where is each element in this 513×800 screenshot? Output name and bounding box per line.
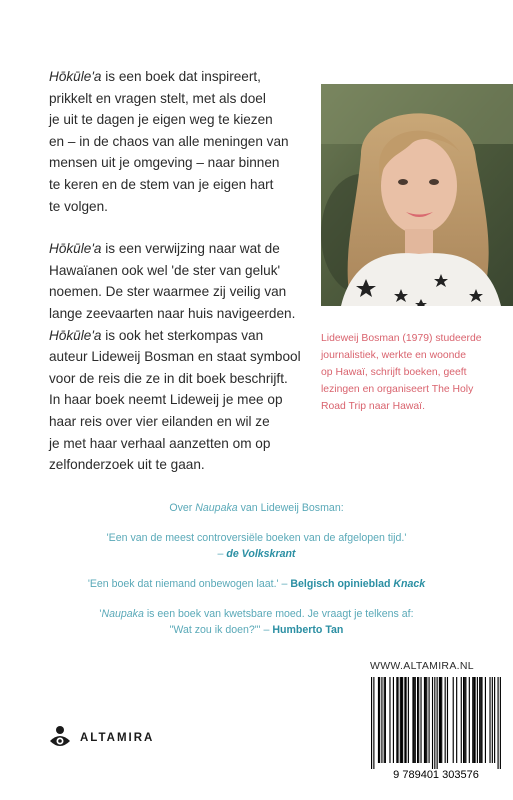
publisher-logo [49,725,154,751]
barcode-bar [412,677,413,763]
author-bio-caption: Lideweij Bosman (1979) studeerde journalistiek, werkte en woonde op Hawaï, schrijft boeken, geeft lezingen en organiseert The Holy Road Trip naar Hawaï. [321,333,482,412]
barcode-bar [379,677,380,763]
barcode-bar [384,677,385,763]
quote-source: Belgisch opinieblad [290,578,394,590]
quote-2 [0,576,513,592]
press-quotes [0,500,513,652]
barcode-bar [373,677,374,769]
isbn-barcode [370,677,502,782]
quote-line [0,622,513,638]
quote-source: de Volkskrant [226,548,296,560]
blurb-text: is een verwijzing naar wat de Hawaïanen ook wel 'de ster van geluk' noemen. De ster waarmee zij veilig van lange zeevaarten naar huis navigeerden. [49,241,296,321]
quotes-intro-text: van Lideweij Bosman: [237,502,344,514]
quote-3 [0,606,513,638]
barcode-bar [414,677,415,763]
barcode-bar [439,677,440,763]
barcode-bar [481,677,482,763]
quotes-intro-text: Over [169,502,196,514]
barcode-bar [447,677,448,763]
barcode-bar [406,677,407,763]
barcode-bar [440,677,441,763]
quote-line: 'Naupaka is een boek van kwetsbare moed. Je vraagt je telkens af: [99,608,414,620]
barcode-bar [437,677,438,769]
book-title-inline: Hōkūle'a [49,241,102,257]
barcode-bar [485,677,486,763]
back-cover-blurb [49,66,309,497]
barcode-bar [473,677,474,763]
barcode-bar [420,677,421,763]
barcode-bar [489,677,490,763]
barcode-bar [432,677,433,769]
barcode-bar [424,677,425,763]
barcode-bar [389,677,390,763]
barcode-bar [453,677,454,763]
barcode-bar [400,677,401,763]
barcode-bar [480,677,481,763]
barcode-bar [465,677,466,763]
blurb-text: is een boek dat inspireert, prikkelt en vragen stelt, met als doel je uit te dagen je eigen weg te kiezen en – in de chaos van alle meningen van mensen uit je omgeving – naar binnen te keren en de stem van je eigen hart te volgen. [49,69,289,214]
quote-source: Knack [393,578,426,590]
barcode-bar [434,677,435,769]
book-title-inline: Hōkūle'a [49,327,102,343]
barcode-bar [445,677,446,763]
barcode-bar [418,677,419,763]
quote-source-line [0,546,513,562]
barcode-bar [404,677,405,763]
barcode-bar [461,677,462,763]
barcode-bar [441,677,442,763]
barcode-bar [396,677,397,763]
book-title-inline: Hōkūle'a [49,69,102,84]
barcode-bar [479,677,480,763]
barcode-bar [492,677,493,763]
barcode-bar [426,677,427,763]
barcode-bar [464,677,465,763]
blurb-text: is ook het sterkompas van auteur Lideweij Bosman en staat symbool voor de reis die ze in dit boek beschrijft. In haar boek neemt Lideweij je mee op haar reis over vier eilanden en wil ze je met haar verhaal aanzetten om op zelfonderzoek uit te gaan. [49,327,301,473]
barcode-bar [401,677,402,763]
quote-text: is een boek van kwetsbare moed. Je vraagt je telkens af: [146,608,414,620]
quote-text: "Wat zou ik doen?"' – [169,624,273,636]
barcode-bar [494,677,495,763]
quotes-intro [0,500,513,516]
barcode-bar [371,677,372,769]
barcode-bar [393,677,394,763]
quote-text: 'Een van de meest controversiële boeken van de afgelopen tijd.' [106,532,407,544]
dash: – [217,548,227,560]
quote-1 [0,530,513,562]
barcode-bar [477,677,478,763]
barcode-bar [475,677,476,763]
barcode-bar [408,677,409,763]
barcode-bar [498,677,499,769]
barcode-bar [425,677,426,763]
barcode-bar [500,677,501,769]
author-photo [321,84,513,306]
barcode-bar [429,677,430,763]
barcode-bar [402,677,403,763]
barcode-bar [469,677,470,763]
barcode-bar [417,677,418,763]
blurb-paragraph-2 [49,238,309,476]
blurb-paragraph-1 [49,66,309,217]
barcode-bar [381,677,382,763]
quote-source: Humberto Tan [272,624,344,636]
publisher-name: ALTAMIRA [80,732,155,744]
barcode-bar [463,677,464,763]
barcode-bar [456,677,457,763]
isbn-digits: 9 789401 303576 [393,769,479,781]
publisher-url: WWW.ALTAMIRA.NL [370,660,474,672]
barcode-bar [472,677,473,763]
barcode-bar [378,677,379,763]
quote-book: Naupaka [101,608,144,620]
barcode-bar [415,677,416,763]
eye-icon [49,725,71,751]
barcode-bar [385,677,386,763]
quotes-intro-book: Naupaka [195,502,238,514]
quote-text: 'Een boek dat niemand onbewogen laat.' – [87,578,291,590]
barcode-bar [397,677,398,763]
